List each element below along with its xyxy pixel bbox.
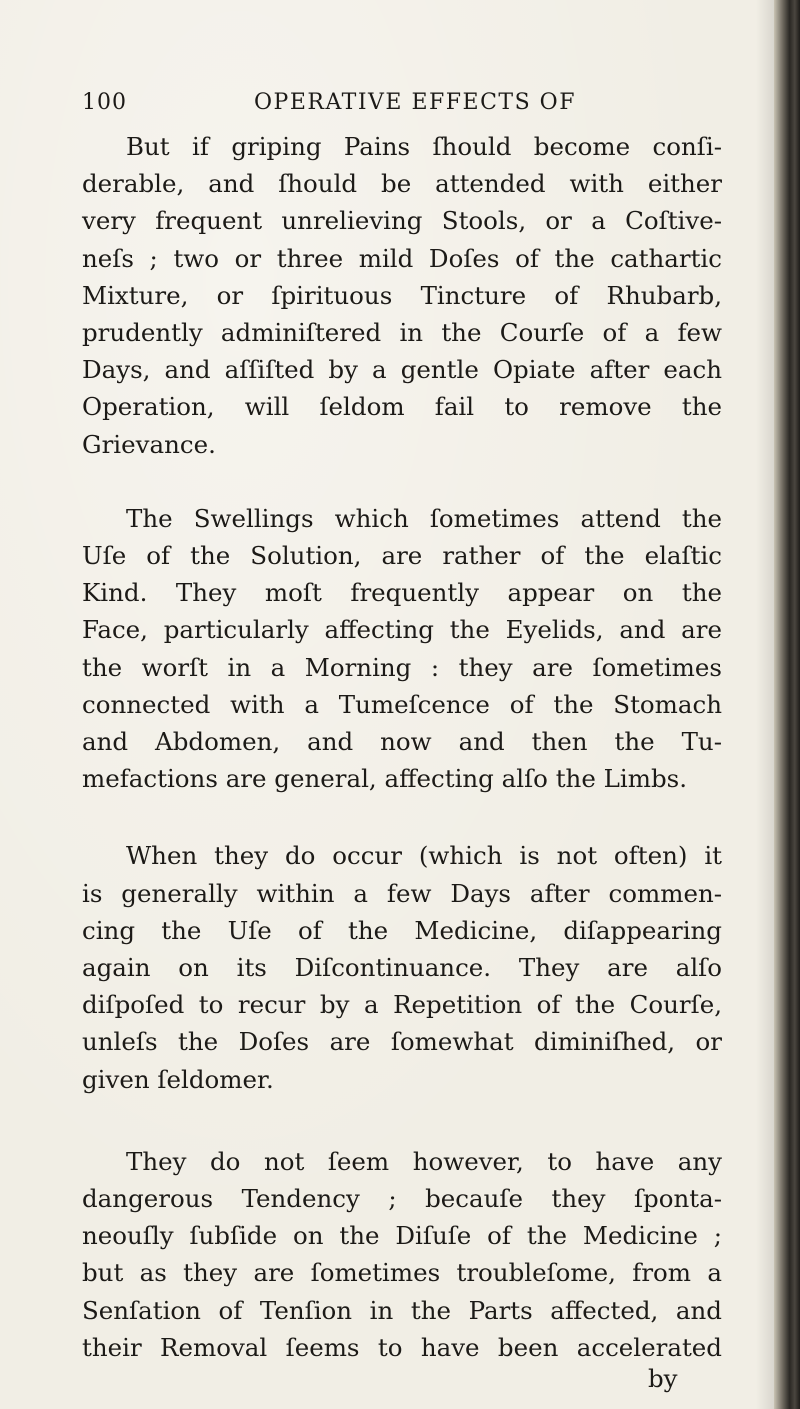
running-head	[82, 90, 742, 124]
binding-shadow	[756, 0, 774, 1409]
text-line: Days, and aſſiſted by a gentle Opiate after each	[82, 355, 722, 385]
text-line: neouſly ſubſide on the Diſuſe of the Medicine ;	[82, 1221, 722, 1251]
text-line: derable, and ſhould be attended with either	[82, 169, 722, 199]
text-line: prudently adminiſtered in the Courſe of a few	[82, 318, 722, 348]
text-line: But if griping Pains ſhould become conſi-	[126, 132, 722, 161]
paragraph-griping-pains	[82, 128, 722, 463]
text-line: Kind. They moſt frequently appear on the	[82, 578, 722, 608]
text-line: is generally within a few Days after commen-	[82, 878, 722, 908]
text-line: When they do occur (which is not often) it	[126, 841, 722, 871]
text-line: again on its Diſcontinuance. They are alſo	[82, 953, 722, 983]
running-title: OPERATIVE EFFECTS OF	[254, 90, 576, 115]
text-line: very frequent unrelieving Stools, or a Coſtive-	[82, 206, 722, 236]
paragraph-swellings	[82, 500, 722, 798]
text-line: mefactions are general, affecting alſo the Limbs.	[82, 764, 687, 794]
book-binding-edge	[774, 0, 800, 1409]
paragraph-tendency	[82, 1143, 722, 1366]
catchword: by	[648, 1364, 678, 1393]
text-line: the worſt in a Morning : they are ſometimes	[82, 652, 722, 682]
text-line: The Swellings which ſometimes attend the	[126, 503, 722, 533]
text-line: They do not ſeem however, to have any	[126, 1146, 722, 1176]
page-number: 100	[82, 90, 127, 115]
text-line: Uſe of the Solution, are rather of the elaſtic	[82, 541, 722, 571]
text-line: Operation, will ſeldom fail to remove the	[82, 392, 722, 422]
text-line: Senſation of Tenſion in the Parts affected, and	[82, 1295, 722, 1325]
text-line: Mixture, or ſpirituous Tincture of Rhubarb,	[82, 280, 722, 310]
paragraph-occurrence	[82, 837, 722, 1097]
text-line: Grievance.	[82, 429, 216, 459]
text-line: but as they are ſometimes troubleſome, from a	[82, 1258, 722, 1288]
text-line: dangerous Tendency ; becauſe they ſponta-	[82, 1184, 722, 1214]
text-line: diſpoſed to recur by a Repetition of the Courſe,	[82, 990, 722, 1020]
text-line: neſs ; two or three mild Doſes of the cathartic	[82, 243, 722, 273]
text-line: connected with a Tumeſcence of the Stomach	[82, 689, 722, 719]
text-line: given ſeldomer.	[82, 1064, 274, 1094]
text-line: cing the Uſe of the Medicine, diſappearing	[82, 915, 722, 945]
text-line: unleſs the Doſes are ſomewhat diminiſhed, or	[82, 1027, 722, 1057]
text-line: and Abdomen, and now and then the Tu-	[82, 727, 722, 757]
text-line: Face, particularly affecting the Eyelids, and are	[82, 615, 722, 645]
body-text	[82, 128, 722, 1366]
text-line: their Removal ſeems to have been accelerated	[82, 1332, 722, 1362]
